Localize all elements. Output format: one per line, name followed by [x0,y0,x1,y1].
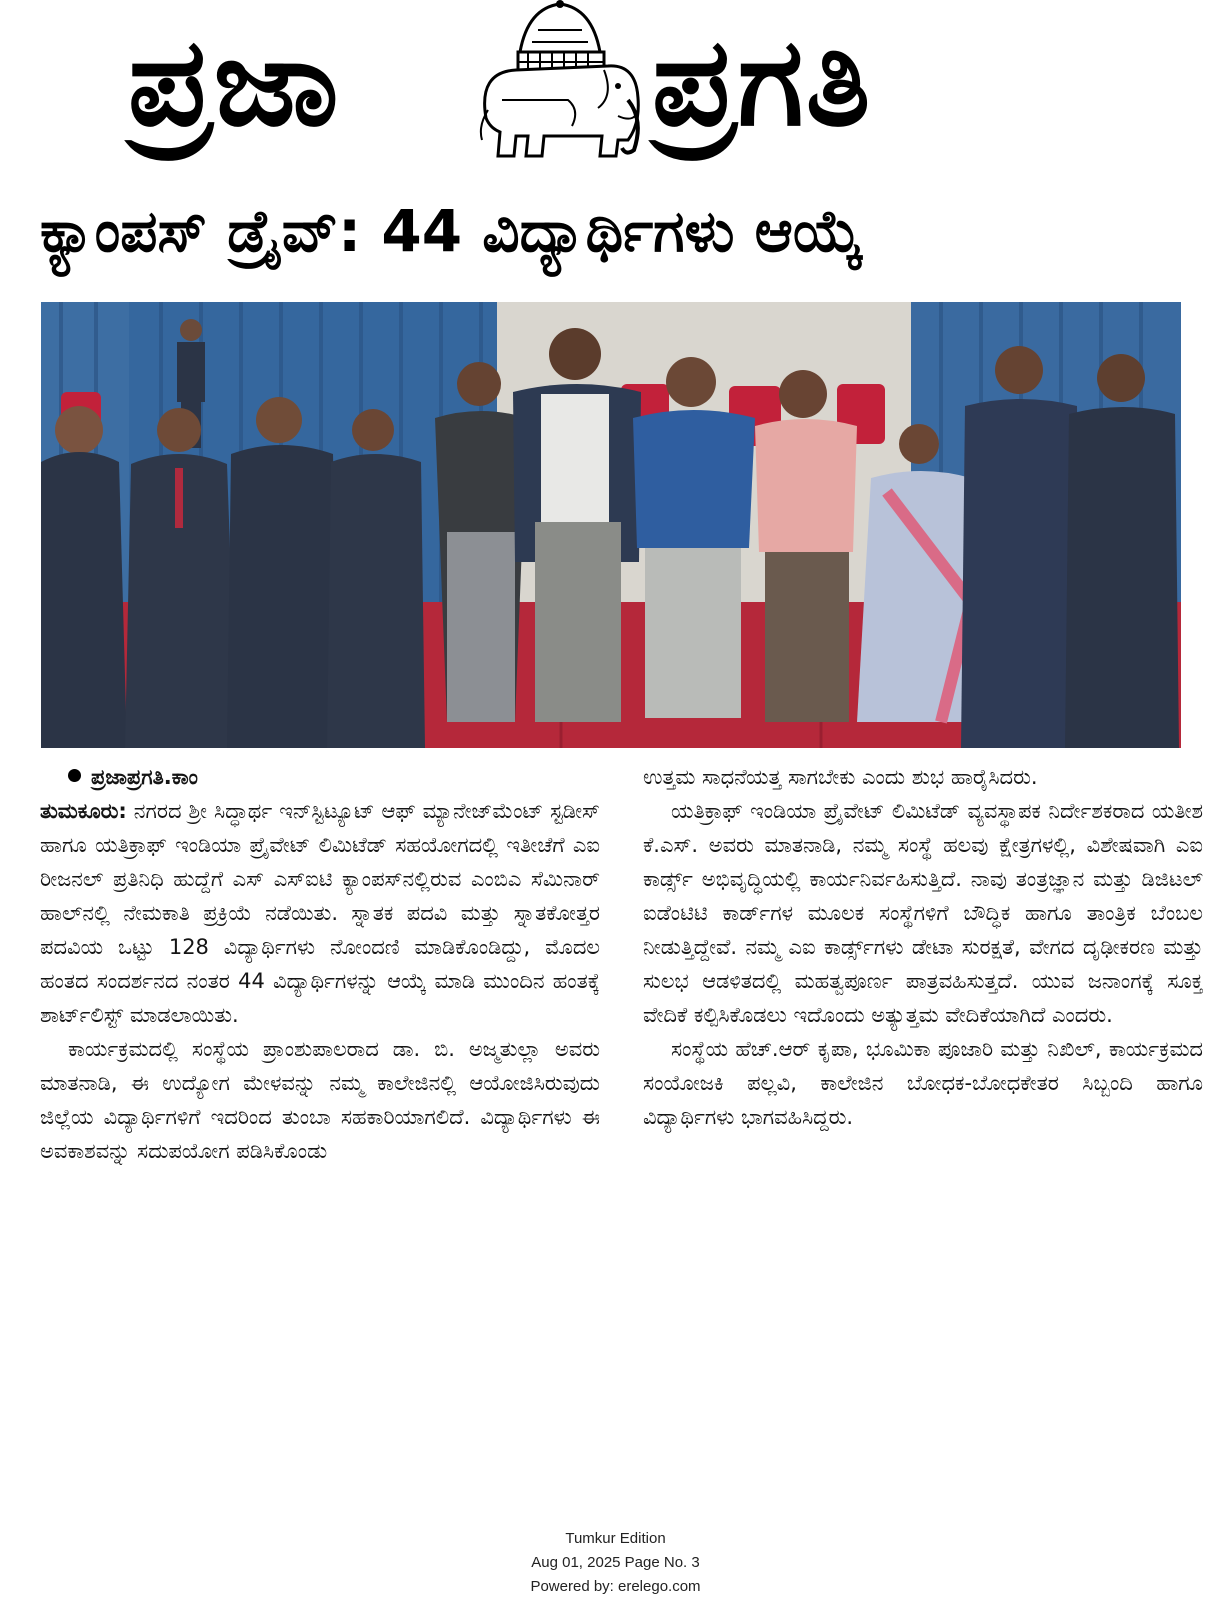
article-paragraph-2-continued: ಉತ್ತಮ ಸಾಧನೆಯತ್ತ ಸಾಗಬೇಕು ಎಂದು ಶುಭ ಹಾರೈಸಿದರು. [643,765,1038,789]
dateline: ತುಮಕೂರು: [40,799,127,823]
edition-footer [0,1527,1231,1599]
masthead-title-left: ಪ್ರಜಾ [128,11,341,153]
masthead [0,0,1231,170]
edition-name: Tumkur Edition [565,1530,666,1547]
person-10 [961,346,1081,748]
article-paragraph-3: ಯತಿಕ್ರಾಫ್ ಇಂಡಿಯಾ ಪ್ರೈವೇಟ್ ಲಿಮಿಟೆಡ್ ವ್ಯವಸ್ಥಾಪಕ ನಿರ್ದೇಶಕರಾದ ಯತೀಶ ಕೆ.ಎಸ್. ಅವರು ಮಾತನಾಡಿ, ನಮ್ಮ ಸಂಸ್ಥೆ ಹಲವು ಕ್ಷೇತ್ರಗಳಲ್ಲಿ, ವಿಶೇಷವಾಗಿ ಎಐ ಕಾರ್ಡ್ಸ್ ಅಭಿವೃದ್ಧಿಯಲ್ಲಿ ಕಾರ್ಯನಿರ್ವಹಿಸುತ್ತಿದೆ. ನಾವು ತಂತ್ರಜ್ಞಾನ ಮತ್ತು ಡಿಜಿಟಲ್ ಐಡೆಂಟಿಟಿ ಕಾರ್ಡ್‌ಗಳ ಮೂಲಕ ಸಂಸ್ಥೆಗಳಿಗೆ ಬೌದ್ಧಿಕ ಹಾಗೂ ತಾಂತ್ರಿಕ ಬೆಂಬಲ ನೀಡುತ್ತಿದ್ದೇವೆ. ನಮ್ಮ ಎಐ ಕಾರ್ಡ್ಸ್‌ಗಳು ಡೇಟಾ ಸುರಕ್ಷತೆ, ವೇಗದ ದೃಢೀಕರಣ ಮತ್ತು ಸುಲಭ ಆಡಳಿತದಲ್ಲಿ ಮಹತ್ವಪೂರ್ಣ ಪಾತ್ರವಹಿಸುತ್ತದೆ. ಯುವ ಜನಾಂಗಕ್ಕೆ ಸೂಕ್ತ ವೇದಿಕೆ ಕಲ್ಪಿಸಿಕೊಡಲು ಇದೊಂದು ಅತ್ಯುತ್ತಮ ವೇದಿಕೆಯಾಗಿದೆ ಎಂದರು. [643,799,1203,1027]
powered-by: Powered by: erelego.com [530,1578,701,1595]
article-column-right [643,760,1203,1134]
person-8 [755,370,857,722]
caparisoned-elephant-icon [468,0,644,160]
bullet-icon [68,769,81,782]
edition-date-page: Aug 01, 2025 Page No. 3 [531,1554,700,1571]
article-headline: ಕ್ಯಾಂಪಸ್ ಡ್ರೈವ್: 44 ವಿದ್ಯಾರ್ಥಿಗಳು ಆಯ್ಕೆ [40,197,863,265]
group-photo [41,302,1181,748]
person-4 [327,409,425,748]
person-11 [1065,354,1179,748]
article-column-left [40,760,600,1168]
masthead-title-right: ಪ್ರಗತಿ [652,11,873,153]
person-5 [435,362,527,722]
article-paragraph-1: ತುಮಕೂರು: ನಗರದ ಶ್ರೀ ಸಿದ್ಧಾರ್ಥ ಇನ್‌ಸ್ಟಿಟ್ಯೂಟ್ ಆಫ್ ಮ್ಯಾನೇಜ್‌ಮೆಂಟ್ ಸ್ಟಡೀಸ್ ಹಾಗೂ ಯತಿಕ್ರಾಫ್ ಇಂಡಿಯಾ ಪ್ರೈವೇಟ್ ಲಿಮಿಟೆಡ್ ಸಹಯೋಗದಲ್ಲಿ ಇತೀಚೆಗೆ ಎಐ ರೀಜನಲ್ ಪ್ರತಿನಿಧಿ ಹುದ್ದೆಗೆ ಎಸ್ ಎಸ್‌ಐಟಿ ಕ್ಯಾಂಪಸ್‌ನಲ್ಲಿರುವ ಎಂಬಿಎ ಸೆಮಿನಾರ್ ಹಾಲ್‌ನಲ್ಲಿ ನೇಮಕಾತಿ ಪ್ರಕ್ರಿಯೆ ನಡೆಯಿತು. ಸ್ನಾತಕ ಪದವಿ ಮತ್ತು ಸ್ನಾತಕೋತ್ತರ ಪದವಿಯ ಒಟ್ಟು 128 ವಿದ್ಯಾರ್ಥಿಗಳು ನೋಂದಣಿ ಮಾಡಿಕೊಂಡಿದ್ದು, ಮೊದಲ ಹಂತದ ಸಂದರ್ಶನದ ನಂತರ 44 ವಿದ್ಯಾರ್ಥಿಗಳನ್ನು ಆಯ್ಕೆ ಮಾಡಿ ಮುಂದಿನ ಹಂತಕ್ಕೆ ಶಾರ್ಟ್‌ಲಿಸ್ಟ್ ಮಾಡಲಾಯಿತು. [40,799,600,1027]
article-paragraph-4: ಸಂಸ್ಥೆಯ ಹೆಚ್.ಆರ್ ಕೃಪಾ, ಭೂಮಿಕಾ ಪೂಜಾರಿ ಮತ್ತು ನಿಖಿಲ್, ಕಾರ್ಯಕ್ರಮದ ಸಂಯೋಜಕಿ ಪಲ್ಲವಿ, ಕಾಲೇಜಿನ ಬೋಧಕ-ಬೋಧಕೇತರ ಸಿಬ್ಬಂದಿ ಹಾಗೂ ವಿದ್ಯಾರ್ಥಿಗಳು ಭಾಗವಹಿಸಿದ್ದರು. [643,1037,1203,1129]
article-paragraph-2: ಕಾರ್ಯಕ್ರಮದಲ್ಲಿ ಸಂಸ್ಥೆಯ ಪ್ರಾಂಶುಪಾಲರಾದ ಡಾ. ಬಿ. ಅಜ್ಮತುಲ್ಲಾ ಅವರು ಮಾತನಾಡಿ, ಈ ಉದ್ಯೋಗ ಮೇಳವನ್ನು ನಮ್ಮ ಕಾಲೇಜಿನಲ್ಲಿ ಆಯೋಜಿಸಿರುವುದು ಜಿಲ್ಲೆಯ ವಿದ್ಯಾರ್ಥಿಗಳಿಗೆ ಇದರಿಂದ ತುಂಬಾ ಸಹಕಾರಿಯಾಗಲಿದೆ. ವಿದ್ಯಾರ್ಥಿಗಳು ಈ ಅವಕಾಶವನ್ನು ಸದುಪಯೋಗ ಪಡಿಸಿಕೊಂಡು [40,1037,600,1163]
byline: ಪ್ರಜಾಪ್ರಗತಿ.ಕಾಂ [40,760,600,794]
